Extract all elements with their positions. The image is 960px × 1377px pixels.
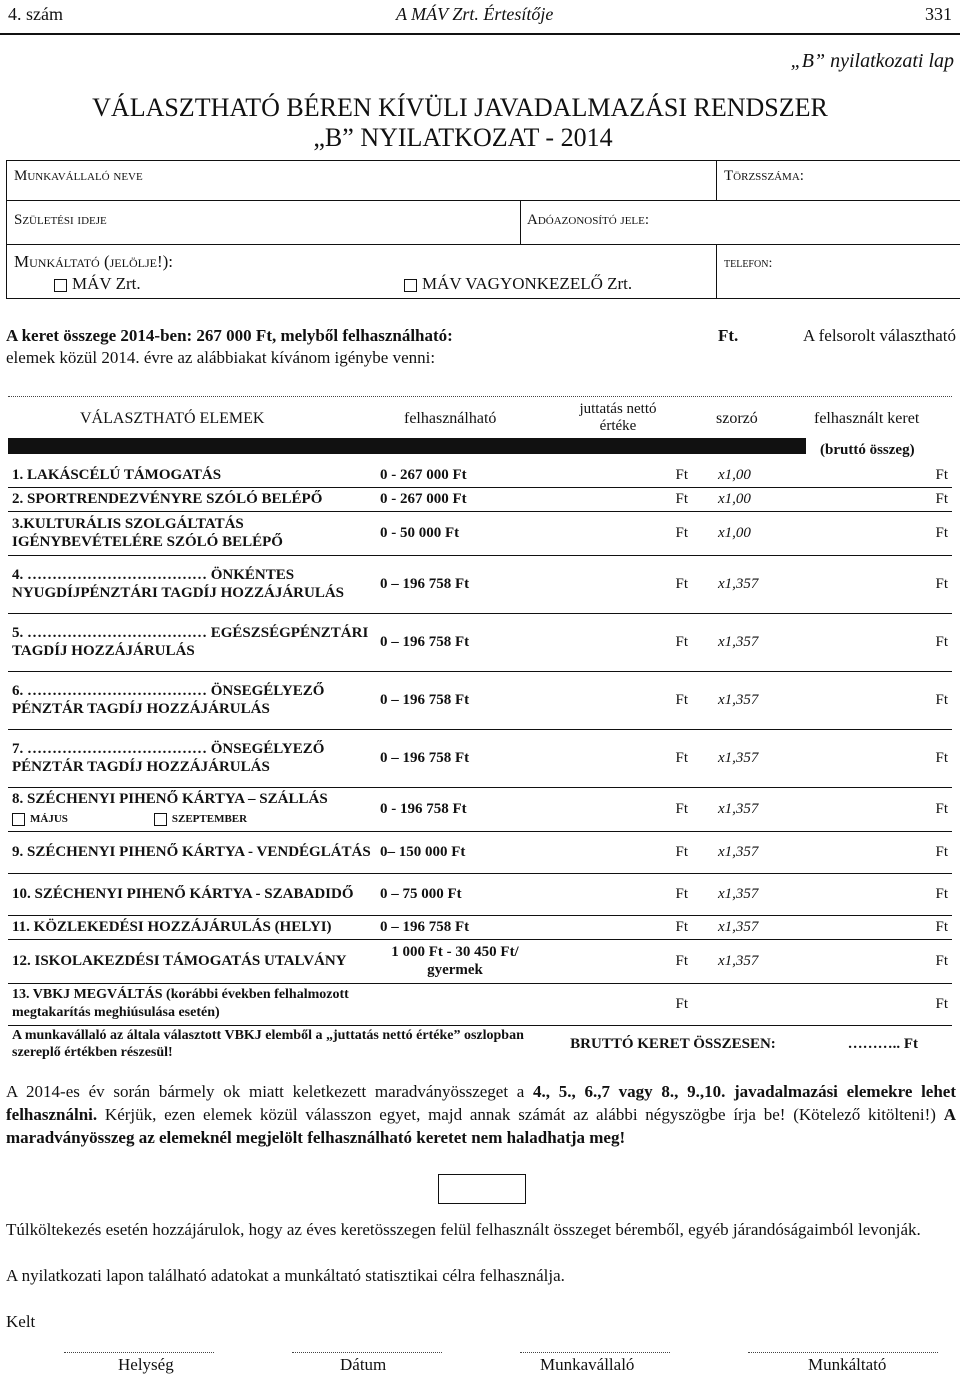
row-net-value[interactable]: Ft (534, 915, 692, 939)
row-multiplier (692, 983, 812, 1025)
table-row (8, 671, 952, 729)
row-amount: 0 - 267 000 Ft (376, 463, 534, 487)
header-gross: (bruttó összeg) (820, 442, 915, 458)
row-name: 1. LAKÁSCÉLÚ TÁMOGATÁS (8, 463, 376, 487)
row-net-value[interactable]: Ft (534, 983, 692, 1025)
table-row (8, 831, 952, 873)
reg-number-field[interactable]: Törzsszáma: (724, 168, 804, 184)
header-rule (0, 33, 960, 35)
row-name: 12. ISKOLAKEZDÉSI TÁMOGATÁS UTALVÁNY (8, 939, 376, 983)
row-amount: 0– 150 000 Ft (376, 831, 534, 873)
vbkj-note: A munkavállaló az általa választott VBKJ elemből a „juttatás nettó értéke” oszlopban szereplő értékben részesül! (12, 1028, 524, 1061)
option-may: MÁJUS (30, 813, 68, 825)
signature-line (748, 1352, 938, 1353)
row-name: 13. VBKJ MEGVÁLTÁS (korábbi években felhalmozott megtakarítás meghiúsulása esetén) (8, 983, 376, 1025)
budget-statement: A keret összege 2014-ben: 267 000 Ft, melyből felhasználható: (6, 326, 453, 345)
row-name: 10. SZÉCHENYI PIHENŐ KÁRTYA - SZABADIDŐ (8, 873, 376, 915)
row-name: 5. ……………………………… EGÉSZSÉGPÉNZTÁRI TAGDÍJ HOZZÁJÁRULÁS (8, 613, 376, 671)
issue-number: 4. szám (8, 4, 63, 24)
row-amount: 0 - 196 758 Ft (376, 787, 534, 831)
option-september: SZEPTEMBER (171, 813, 248, 825)
option-label: MÁV Zrt. (72, 274, 141, 293)
table-row (8, 487, 952, 511)
row-amount: 1 000 Ft - 30 450 Ft/ gyermek (376, 939, 534, 983)
row-net-value[interactable]: Ft (534, 787, 692, 831)
grid-line (6, 160, 7, 298)
employee-name-field[interactable]: Munkavállaló neve (14, 168, 143, 184)
table-row (8, 729, 952, 787)
employee-signature-label: Munkavállaló (540, 1355, 635, 1374)
row-multiplier: x1,357 (692, 613, 812, 671)
row-used[interactable]: Ft (812, 487, 952, 511)
header-net-value (568, 401, 668, 435)
row-multiplier: x1,357 (692, 787, 812, 831)
table-row (8, 463, 952, 487)
header-net-line1: juttatás nettó (579, 401, 657, 417)
row-amount: 0 - 267 000 Ft (376, 487, 534, 511)
row-multiplier: x1,357 (692, 873, 812, 915)
row-net-value[interactable]: Ft (534, 555, 692, 613)
signature-line (64, 1352, 214, 1353)
row-multiplier: x1,357 (692, 939, 812, 983)
row-used[interactable]: Ft (812, 511, 952, 555)
employer-label: Munkáltató (jelölje!): (14, 252, 173, 271)
header-net-line2: értéke (599, 418, 637, 434)
row-used[interactable]: Ft (812, 671, 952, 729)
header-bar (8, 438, 806, 454)
grid-line (6, 160, 960, 161)
row-net-value[interactable]: Ft (534, 831, 692, 873)
row-amount: 0 – 196 758 Ft (376, 671, 534, 729)
table-row (8, 511, 952, 555)
row-multiplier: x1,00 (692, 463, 812, 487)
place-label: Helység (118, 1355, 174, 1374)
table-row (8, 787, 952, 831)
row-multiplier: x1,357 (692, 831, 812, 873)
row-amount: 0 - 50 000 Ft (376, 511, 534, 555)
row-name: 9. SZÉCHENYI PIHENŐ KÁRTYA - VENDÉGLÁTÁS (8, 831, 376, 873)
note-bold: 4., 5., 6.,7 vagy 8., 9.,10. javadalmazási elemekre lehet felhasználni. (6, 1082, 957, 1124)
row-name: 6. ……………………………… ÖNSEGÉLYEZŐ PÉNZTÁR TAGDÍJ HOZZÁJÁRULÁS (8, 671, 376, 729)
row-multiplier: x1,00 (692, 511, 812, 555)
checkbox-icon[interactable] (154, 813, 167, 826)
form-title: VÁLASZTHATÓ BÉREN KÍVÜLI JAVADALMAZÁSI RENDSZER (92, 93, 828, 122)
grid-line (716, 160, 717, 200)
element-number-box[interactable] (438, 1174, 526, 1204)
row-used[interactable]: Ft (812, 729, 952, 787)
form-title-line2: „B” NYILATKOZAT - 2014 (313, 123, 613, 152)
remainder-note (6, 1080, 956, 1149)
row-used[interactable]: Ft (812, 555, 952, 613)
page-number: 331 (925, 4, 952, 24)
row-amount: 0 – 196 758 Ft (376, 729, 534, 787)
grid-line (6, 244, 960, 245)
employer-option-mav[interactable] (54, 274, 141, 294)
option-label: MÁV VAGYONKEZELŐ Zrt. (422, 274, 633, 293)
employer-option-vagyonkezelo[interactable] (404, 274, 632, 294)
header-elements: VÁLASZTHATÓ ELEMEK (80, 410, 265, 427)
table-row (8, 915, 952, 939)
row-net-value[interactable]: Ft (534, 729, 692, 787)
budget-ft: Ft. (718, 326, 739, 345)
row-amount: 0 – 196 758 Ft (376, 555, 534, 613)
statistics-note: A nyilatkozati lapon található adatokat a munkáltató statisztikai célra felhasználja. (6, 1266, 565, 1285)
table-row (8, 613, 952, 671)
row-net-value[interactable]: Ft (534, 511, 692, 555)
tax-id-field[interactable]: Adóazonosító jele: (527, 212, 650, 228)
row-name: 11. KÖZLEKEDÉSI HOZZÁJÁRULÁS (HELYI) (8, 915, 376, 939)
row-name: 7. ……………………………… ÖNSEGÉLYEZŐ PÉNZTÁR TAGDÍJ HOZZÁJÁRULÁS (8, 729, 376, 787)
row-used[interactable]: Ft (812, 873, 952, 915)
note-text: A 2014-es év során bármely ok miatt keletkezett maradványösszeget a (6, 1082, 525, 1101)
signature-line (292, 1352, 442, 1353)
note-text: Kérjük, ezen elemek közül válasszon egyet, majd annak számát az alábbi négyszögbe írja be! (Kötelező kitölteni!) (104, 1105, 936, 1124)
total-label: BRUTTÓ KERET ÖSSZESEN: (570, 1035, 776, 1052)
table-row (8, 873, 952, 915)
checkbox-icon[interactable] (54, 279, 67, 292)
row-name: 2. SPORTRENDEZVÉNYRE SZÓLÓ BELÉPŐ (8, 487, 376, 511)
row-amount: 0 – 196 758 Ft (376, 915, 534, 939)
row-used[interactable]: Ft (812, 939, 952, 983)
row-name (8, 787, 376, 831)
intro-text-2: elemek közül 2014. évre az alábbiakat kívánom igénybe venni: (6, 348, 436, 367)
row-used[interactable]: Ft (812, 831, 952, 873)
grid-line (716, 244, 717, 298)
row-used[interactable]: Ft (812, 983, 952, 1025)
row-net-value[interactable]: Ft (534, 487, 692, 511)
row-amount (376, 983, 534, 1025)
header-used: felhasznált keret (814, 410, 920, 427)
overspend-consent: Túlköltekezés esetén hozzájárulok, hogy az éves keretösszegen felül felhasznált összeget béremből, egyéb járandóságaimból levonják. (6, 1220, 921, 1239)
table-row (8, 555, 952, 613)
row-multiplier: x1,357 (692, 729, 812, 787)
checkbox-icon[interactable] (404, 279, 417, 292)
form-subtitle: „B” nyilatkozati lap (790, 50, 954, 72)
checkbox-icon[interactable] (12, 813, 25, 826)
row-used[interactable]: Ft (812, 787, 952, 831)
birth-date-field[interactable]: Születési ideje (14, 212, 107, 228)
row-used[interactable]: Ft (812, 613, 952, 671)
table-top-rule (8, 396, 952, 397)
row-multiplier: x1,00 (692, 487, 812, 511)
header-multiplier: szorzó (716, 410, 758, 427)
row-multiplier: x1,357 (692, 555, 812, 613)
publication-title: A MÁV Zrt. Értesítője (396, 4, 554, 24)
row-multiplier: x1,357 (692, 671, 812, 729)
note-bold: A maradványösszeg az elemeknél megjelölt felhasználható keretet nem haladhatja meg! (6, 1105, 957, 1147)
row-used[interactable]: Ft (812, 463, 952, 487)
row-net-value[interactable]: Ft (534, 613, 692, 671)
table-row (8, 983, 952, 1025)
row-net-value[interactable]: Ft (534, 463, 692, 487)
month-options (12, 810, 372, 828)
row-multiplier: x1,357 (692, 915, 812, 939)
kelt-label: Kelt (6, 1312, 36, 1331)
grid-line (6, 200, 960, 201)
row-net-value[interactable]: Ft (534, 671, 692, 729)
row-amount: 0 – 196 758 Ft (376, 613, 534, 671)
row-name-text: 8. SZÉCHENYI PIHENŐ KÁRTYA – SZÁLLÁS (12, 791, 328, 807)
row-net-value[interactable]: Ft (534, 873, 692, 915)
employer-signature-label: Munkáltató (808, 1355, 887, 1374)
grid-line (520, 200, 521, 244)
signature-line (520, 1352, 670, 1353)
row-net-value[interactable]: Ft (534, 939, 692, 983)
table-footer-row (8, 1025, 952, 1063)
header-usable: felhasználható (404, 410, 497, 427)
elements-table (8, 463, 952, 1063)
total-value[interactable]: ……….. Ft (847, 1036, 918, 1053)
row-amount: 0 – 75 000 Ft (376, 873, 534, 915)
table-row (8, 939, 952, 983)
row-used[interactable]: Ft (812, 915, 952, 939)
intro-text: A felsorolt választható (803, 326, 956, 345)
phone-field[interactable]: telefon: (724, 256, 773, 271)
row-name: 3.KULTURÁLIS SZOLGÁLTATÁS IGÉNYBEVÉTELÉRE SZÓLÓ BELÉPŐ (8, 511, 376, 555)
grid-line (6, 298, 960, 299)
date-label: Dátum (340, 1355, 387, 1374)
row-name: 4. ……………………………… ÖNKÉNTES NYUGDÍJPÉNZTÁRI TAGDÍJ HOZZÁJÁRULÁS (8, 555, 376, 613)
